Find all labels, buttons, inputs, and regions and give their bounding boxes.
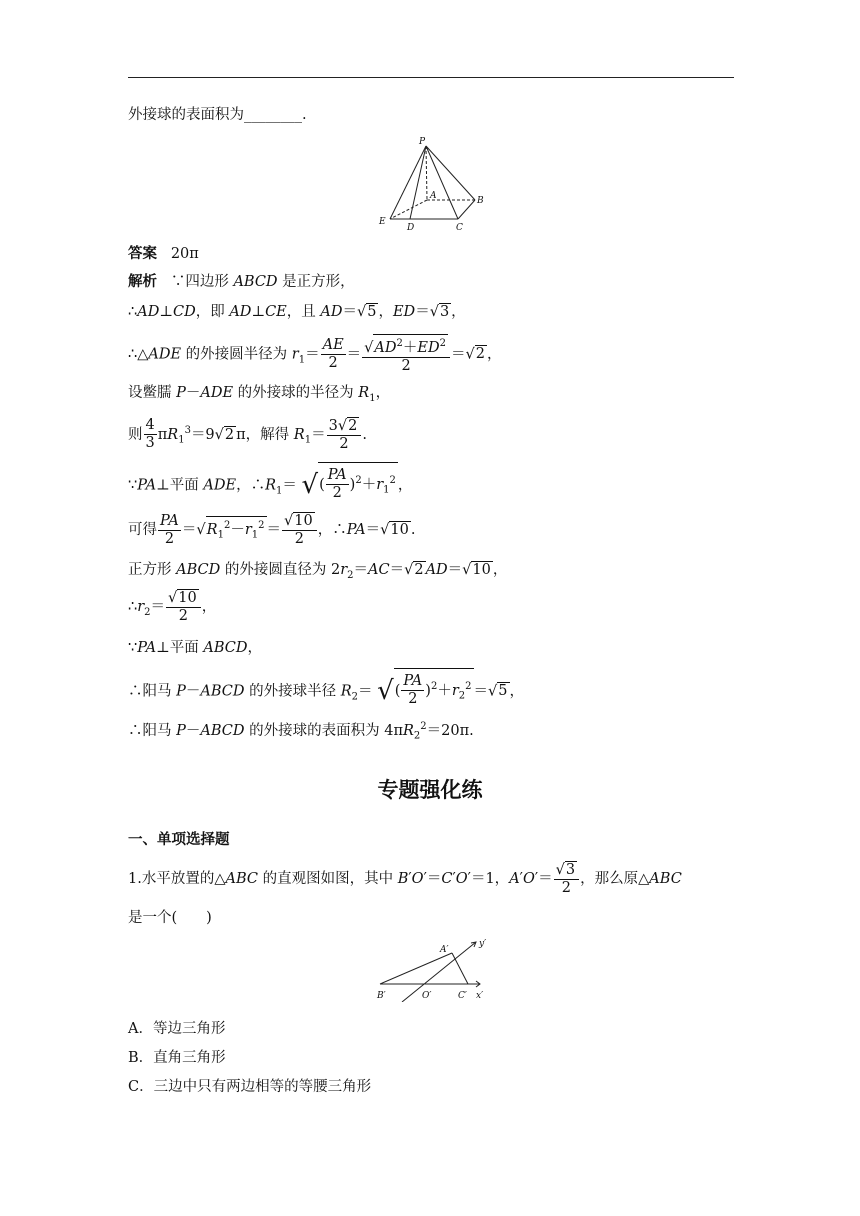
solution-line-12: ∴阳马 P－ABCD 的外接球的表面积为 $4\pi R_2^2=20\pi$. <box>128 721 474 742</box>
fig2-label-x: x′ <box>476 991 484 1001</box>
solution-line-7: 可得 $\frac{PA}{2}$ $=√R_1^2-r_1^2$ ＝ $\frac{√10}{2}$ ，∴PA＝√10 . <box>128 512 416 547</box>
fig1-label-e: E <box>379 217 386 227</box>
solution-line-3: ∴△ADE 的外接圆半径为 $r_1=$ $\frac{AE}{2}$ ＝ $\frac{√AD^2+ED^2}{2}$ ＝√2 ， <box>128 334 501 379</box>
fig2-label-c: C′ <box>458 991 467 1001</box>
answer-label: 答案 <box>128 246 157 262</box>
section-title: 专题强化练 <box>377 778 483 802</box>
question-line-1: 1.水平放置的△ABC 的直观图如图，其中 B′O′＝C′O′＝1，A′O′＝ $\frac{√3}{2}$ ，那么原△ABC <box>128 862 682 896</box>
fig2-label-b: B′ <box>377 991 386 1001</box>
solution-line-5: 则 $\frac{4}{3}$ $\pi R_1^3=9√2$ π，解得 $R_1=$ $\frac{3√2}{2}$ . <box>128 417 367 452</box>
fig1-label-d: D <box>407 223 415 233</box>
solution-line-11: ∴阳马 P－ABCD 的外接球半径 $R_2=$ √( $\frac{PA}{2}$ )$^2+r_2^2 =√5$ ， <box>128 668 524 719</box>
option-b: B．直角三角形 <box>128 1050 226 1066</box>
fig1-label-p: P <box>419 137 426 147</box>
projection-figure <box>372 936 492 1002</box>
answer-value: 20π <box>170 246 199 262</box>
intro-text: 外接球的表面积为________. <box>128 107 307 123</box>
solution-line-2: ∴AD⊥CD，即 AD⊥CE，且 AD＝√5 ，ED＝√3 ， <box>128 304 466 320</box>
fig2-label-o: O′ <box>422 991 432 1001</box>
header-rule <box>128 77 734 78</box>
question-line-2: 是一个( ) <box>128 910 212 926</box>
fig2-label-a: A′ <box>440 945 449 955</box>
solution-line-6: ∵PA⊥平面 ADE，$\therefore R_1=$ √( $\frac{PA}{2}$ )$^2+r_1^2$ ， <box>128 462 412 513</box>
fig1-label-a: A <box>430 191 437 201</box>
solution-line-4: 设鳖臑 P－ADE 的外接球的半径为 $R_1$， <box>128 385 391 404</box>
solution-label: 解析 <box>128 274 157 290</box>
option-a: A．等边三角形 <box>128 1021 226 1037</box>
answer-line <box>128 243 199 265</box>
solution-line-10: ∵PA⊥平面 ABCD， <box>128 640 263 656</box>
fig1-label-b: B <box>477 196 484 206</box>
fig1-label-c: C <box>456 223 463 233</box>
solution-line-9: $\therefore r_2=$ $\frac{√10}{2}$ ， <box>128 590 217 624</box>
option-c: C．三边中只有两边相等的等腰三角形 <box>128 1079 372 1095</box>
fig2-label-y: y′ <box>479 939 487 949</box>
subsection-title: 一、单项选择题 <box>128 832 230 848</box>
pyramid-figure <box>372 134 492 234</box>
solution-line-8: 正方形 ABCD 的外接圆直径为 $2r_2=AC=√2$ AD＝√10 ， <box>128 562 508 581</box>
solution-line-1: 解析 ∵四边形 ABCD 是正方形， <box>128 274 355 290</box>
